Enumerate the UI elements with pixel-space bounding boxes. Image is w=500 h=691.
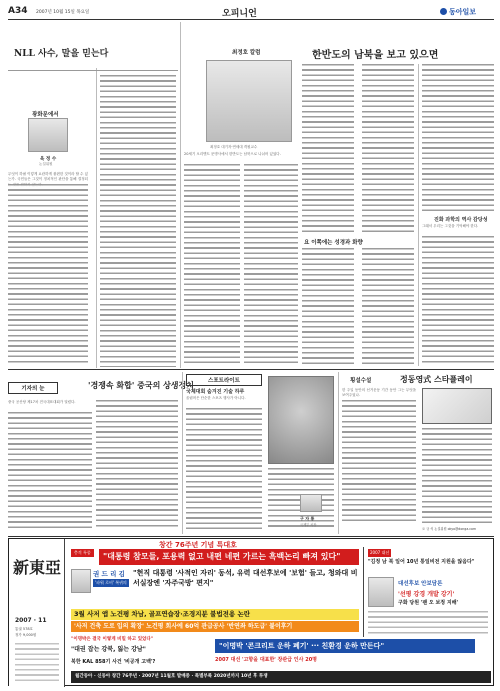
ad-block[interactable] xyxy=(8,538,494,686)
reporter-body-2 xyxy=(96,400,178,530)
ad-right-kicker: 2007 대선 xyxy=(370,550,390,555)
mid-kicker: 최정호 칼럼 xyxy=(232,50,261,56)
column-title: NLL 사수, 말을 믿는다 xyxy=(14,49,109,59)
hoengseol-kicker: 횡설수설 xyxy=(350,378,372,384)
ad-price: 정가 9,000원 xyxy=(15,633,37,637)
author-name: 육 정 수 xyxy=(40,157,57,162)
left-column xyxy=(8,22,109,367)
spotlight-body-1 xyxy=(186,408,262,530)
page-number: A34 xyxy=(8,6,28,16)
spotlight-author-photo xyxy=(300,494,322,512)
ad-top-rule xyxy=(8,536,494,537)
hoengseol-cartoon xyxy=(422,388,492,424)
hoengseol-body-1 xyxy=(342,400,416,524)
spotlight-author-role: 국제부 차장 xyxy=(300,523,317,527)
mid-body-2 xyxy=(362,64,414,232)
brand-name: 동아일보 xyxy=(449,7,477,16)
right-body-2 xyxy=(422,236,494,364)
ad-bottom-line: 월간동아 · 신동아 창간 76주년 · 2007년 11월호 발매중 · 특별부록 2020년까지 10년 후 투쟁 xyxy=(71,671,491,683)
ad-logo-panel xyxy=(9,539,65,687)
ad-right-text xyxy=(368,611,488,635)
mid-lead: 20세기 오리엔트 문명사에서 한반도는 남북으로 나뉘어 있었다. xyxy=(184,152,281,156)
ad-banner-5[interactable]: "이명박은 결국 이렇게 비밀 하고 있었다" xyxy=(71,637,154,642)
ad-banner-1[interactable]: "대통령 참모들, 포용력 없고 내편 네편 가르는 흑백논리 빠져 있다" xyxy=(99,549,359,565)
hoengseol-footer: 오 규 석 논설위원 okyo@donga.com xyxy=(422,527,477,531)
ad-headline: 창간 76주년 기념 특대호 xyxy=(159,541,237,549)
mid-subhead: 요 이쪽에는 성경과 화향 xyxy=(304,240,363,246)
col-divider-3 xyxy=(418,64,419,366)
ad-right-photo xyxy=(368,577,394,607)
ad-right-slogan-3[interactable]: '선평 강경 개발 강기' xyxy=(398,591,455,598)
col-divider-2 xyxy=(180,22,181,368)
ad-logo: 新東亞 xyxy=(13,558,62,577)
right-subhead: 진화 과학의 역사 감당성 xyxy=(434,217,488,223)
mid-body-6 xyxy=(362,248,414,364)
ad-banner-6[interactable]: "대권 잡는 강북, 잃는 강남" xyxy=(71,646,146,653)
spotlight-author-name: 구 자 룡 xyxy=(300,516,315,521)
column-body xyxy=(8,184,88,364)
spotlight-title-box: 스포트라이트 xyxy=(186,374,262,386)
mid-page-rule xyxy=(8,369,494,370)
spotlight-illustration xyxy=(268,376,334,464)
mid-body-4 xyxy=(244,164,298,364)
col-divider-4 xyxy=(182,372,183,534)
column-lead: 무엇이 하필 이렇게 요란하게 불편한 것이라 할 수 있는가. 국민들은 그것이 정치적인 판단을 통해 결정되 xyxy=(8,172,88,182)
reporter-kicker: 기자의 눈 xyxy=(8,382,58,394)
column-body-2 xyxy=(100,75,176,367)
mid-title: 한반도의 남북을 보고 있으면 xyxy=(312,50,439,61)
ad-interview-name: 권 드 리 김 xyxy=(93,570,125,578)
spotlight-subhead: 국제대회 숨겨진 기술 하루 xyxy=(186,389,245,395)
column-kicker: 광화문에서 xyxy=(32,112,59,118)
right-lead: 그래서 우리는 그것을 기억해야 한다. xyxy=(422,224,479,228)
hoengseol-body-2 xyxy=(422,428,492,524)
author-photo xyxy=(28,118,68,152)
ad-banner-4[interactable]: '사저 건축 도로 입의 확장' 노건평 회사에 60억 관급공사 '반연좌 하도급' 불이후기 xyxy=(71,621,359,632)
ad-banner-9[interactable]: 2007 대선 '고향을 대표한' 장관급 인사 20명 xyxy=(215,657,318,663)
ad-right-slogan-4[interactable]: 구화 당원 '팬 오 보정 지배' xyxy=(398,600,459,606)
page-header xyxy=(8,6,494,18)
ad-banner-8[interactable]: 북한 KAL 858기 사건 '비공개 고백'? xyxy=(71,659,156,665)
reporter-title: '경쟁속 화합' 중국의 상생정치 xyxy=(88,380,194,390)
col-divider-1 xyxy=(96,68,97,368)
ad-right-slogan-2[interactable]: 대선후보 안보담론 xyxy=(398,581,443,587)
reporter-lead: 중국 공산당 제17차 전국대표대회가 열렸다. xyxy=(8,400,76,404)
ad-banner-7[interactable]: "이명박 '콘크리트 운하 폐기' ··· 친환경 운하 만든다" xyxy=(215,639,475,653)
ad-banner-3[interactable]: 3월 사저 앱 노건평 차남, 골프연습장·조경지분 불법전용 논란 xyxy=(71,609,359,620)
hoengseol-lead: 한 주일 동안의 선거운동 기간 동안 그는 무엇을 보여주었나. xyxy=(342,388,416,398)
section-title: 오피니언 xyxy=(222,9,257,19)
page-date: 2007년 10월 15일 목요일 xyxy=(36,10,90,15)
mid-body-1 xyxy=(302,64,354,232)
hoengseol-title: 정동영式 스타플레이 xyxy=(400,374,473,384)
mid-body-5 xyxy=(302,248,354,364)
ad-banner-2[interactable]: "현직 대통령 '사적인 자리' 동석, 유력 대선후보에 '보험' 들고, 청와대 비서실장엔 '자주국방' 편지" xyxy=(133,569,358,587)
mid-body-3 xyxy=(184,164,240,364)
ad-issue-no: 통권 578호 xyxy=(15,627,33,631)
reporter-eye xyxy=(8,374,194,534)
ad-kicker-1: 충격 특종 xyxy=(71,549,94,557)
right-body-1 xyxy=(422,64,494,212)
ad-logo-sub: 2007 · 11 xyxy=(15,617,47,624)
reporter-body-1 xyxy=(8,412,92,530)
ad-interview-photo xyxy=(71,569,91,593)
header-rule xyxy=(8,19,494,20)
mid-photo-caption: 최정호 대기자·연세대 객원교수 xyxy=(210,145,258,149)
brand-icon xyxy=(440,8,447,15)
ad-right-panel xyxy=(363,547,491,637)
spotlight-lead: 올림픽은 단순한 스포츠 행사가 아니다. xyxy=(186,396,246,400)
ad-logo-text xyxy=(15,643,59,683)
hoengseol xyxy=(342,374,494,534)
left-top-rule xyxy=(8,70,178,71)
col-divider-5 xyxy=(338,372,339,534)
mid-author-photo xyxy=(206,60,292,142)
ad-right-slogan-1[interactable]: "김정 남 북 일어 10년 통일비전 지원을 않음다" xyxy=(368,559,475,565)
author-role: 논설위원 xyxy=(39,162,53,166)
ad-interview-tag: '파워 로비' 복귀의 xyxy=(95,580,127,585)
